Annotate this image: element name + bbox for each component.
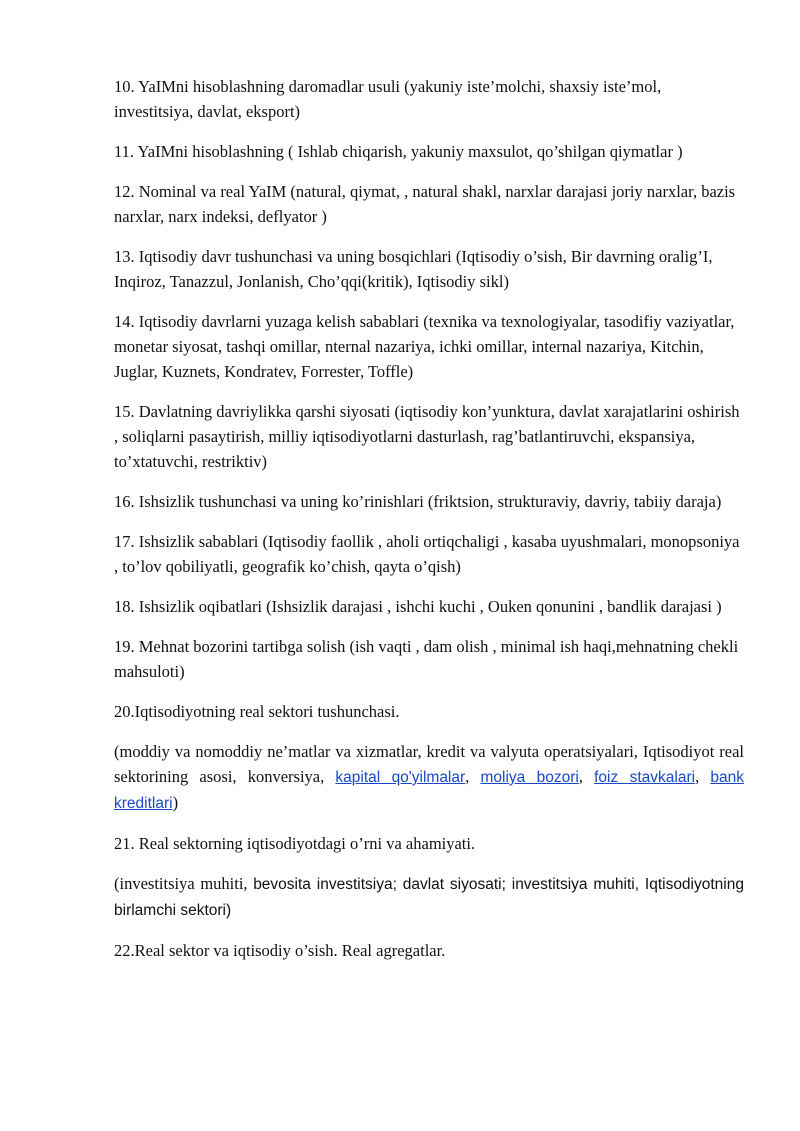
- link-moliya-bozori[interactable]: moliya bozori: [480, 769, 579, 786]
- item-22-heading: 22.Real sektor va iqtisodiy o’sish. Real agregatlar.: [114, 941, 446, 960]
- separator: ,: [695, 767, 711, 786]
- item-20-heading: 20.Iqtisodiyotning real sektori tushunchasi.: [114, 702, 400, 721]
- link-foiz-stavkalari[interactable]: foiz stavkalari: [594, 769, 696, 786]
- closing-paren: ): [172, 793, 179, 812]
- separator: ,: [578, 767, 595, 786]
- item-14: 14. Iqtisodiy davrlarni yuzaga kelish sabablari (texnika va texnologiyalar, tasodifiy vaziyatlar, monetar siyosat, tashqi omillar, nternal nazariya, ichki omillar, internal nazariya, Kitchin, Juglar, Kuznets, Kondratev, Forrester, Toffle): [114, 312, 735, 381]
- item-17: 17. Ishsizlik sabablari (Iqtisodiy faollik , aholi ortiqchaligi , kasaba uyushmalari, monopsoniya , to’lov qobiliyatli, geografik ko’chish, qayta o’qish): [114, 532, 740, 576]
- item-10: 10. YaIMni hisoblashning daromadlar usuli (yakuniy iste’molchi, shaxsiy iste’mol, investitsiya, davlat, eksport): [114, 77, 662, 121]
- item-21-detail-sans: bevosita investitsiya; davlat siyosati; investitsiya muhiti, Iqtisodiyotning birlamchi sektori): [114, 876, 744, 919]
- item-16: 16. Ishsizlik tushunchasi va uning ko’rinishlari (friktsion, strukturaviy, davriy, tabiiy daraja): [114, 492, 722, 511]
- link-kapital-qoyilmalar[interactable]: kapital qo'yilmalar: [335, 769, 466, 786]
- item-15: 15. Davlatning davriylikka qarshi siyosati (iqtisodiy kon’yunktura, davlat xarajatlarini oshirish , soliqlarni pasaytirish, milliy iqtisodiyotlarni dasturlash, rag’batlantiruvchi, ekspansiya, to’xtatuvchi, restriktiv): [114, 402, 740, 471]
- item-18: 18. Ishsizlik oqibatlari (Ishsizlik darajasi , ishchi kuchi , Ouken qonunini , bandlik darajasi ): [114, 597, 722, 616]
- item-12: 12. Nominal va real YaIM (natural, qiymat, , natural shakl, narxlar darajasi joriy narxlar, bazis narxlar, narx indeksi, deflyator ): [114, 182, 736, 226]
- item-21-heading: 21. Real sektorning iqtisodiyotdagi o’rni va ahamiyati.: [114, 834, 476, 853]
- item-19: 19. Mehnat bozorini tartibga solish (ish vaqti , dam olish , minimal ish haqi,mehnatning chekli mahsuloti): [114, 637, 739, 681]
- separator: ,: [465, 767, 481, 786]
- item-13: 13. Iqtisodiy davr tushunchasi va uning bosqichlari (Iqtisodiy o’sish, Bir davrning oralig’I, Inqiroz, Tanazzul, Jonlanish, Cho’qqi(kritik), Iqtisodiy sikl): [114, 247, 713, 291]
- item-20-detail: [114, 739, 744, 816]
- link-bank-kreditlari[interactable]: bank kreditlari: [114, 769, 744, 812]
- item-21-detail: [114, 871, 744, 923]
- item-11: 11. YaIMni hisoblashning ( Ishlab chiqarish, yakuniy maxsulot, qo’shilgan qiymatlar ): [114, 142, 683, 161]
- item-21-detail-serif: (investitsiya muhiti,: [114, 874, 254, 893]
- document-body: [114, 74, 744, 978]
- item-20-detail-text: (moddiy va nomoddiy ne’matlar va xizmatlar, kredit va valyuta operatsiyalari, Iqtisodiyot real sektorining asosi, konversiya,: [114, 742, 744, 786]
